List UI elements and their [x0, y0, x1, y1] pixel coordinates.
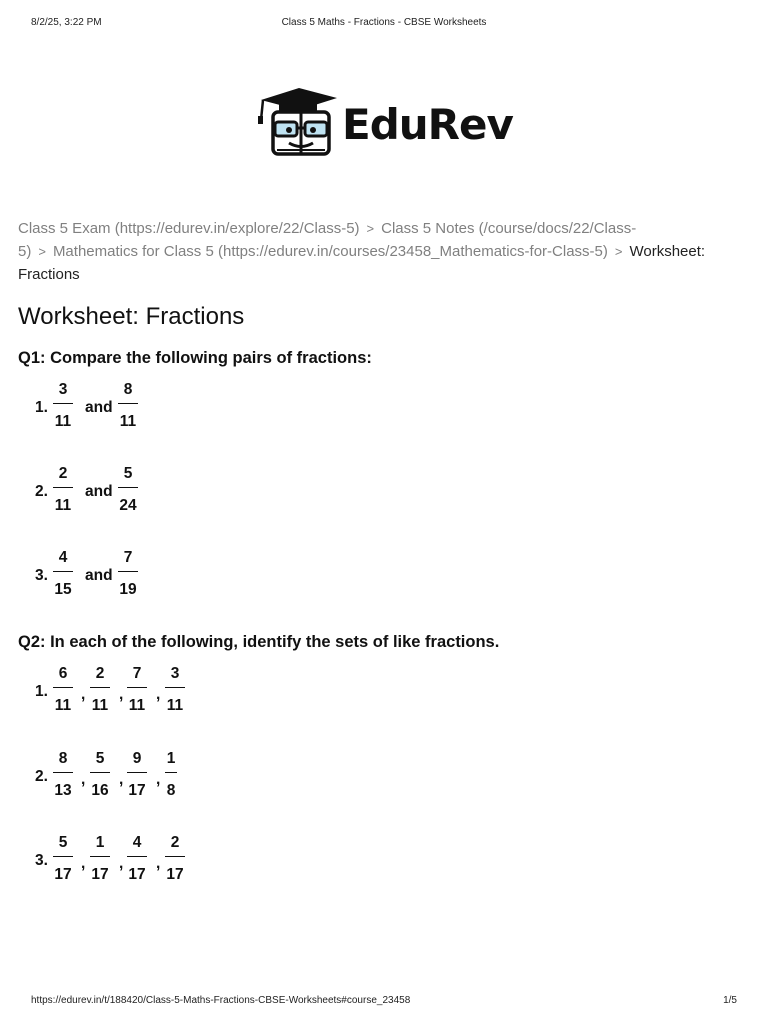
- logo-wordmark: EduRev: [342, 100, 513, 149]
- fraction: [52, 380, 74, 431]
- fraction: [52, 664, 74, 715]
- numerator: 3: [170, 665, 180, 682]
- separator-comma: ,: [156, 686, 161, 703]
- q1-item-3: [35, 548, 335, 604]
- fraction-bar: [53, 687, 73, 688]
- numerator: 3: [58, 381, 68, 398]
- denominator: 11: [91, 697, 109, 714]
- breadcrumb-separator-icon: >: [614, 244, 623, 259]
- connector-word: and: [85, 567, 113, 584]
- separator-comma: ,: [81, 855, 86, 872]
- fraction-bar: [53, 487, 73, 488]
- numerator: 1: [166, 750, 176, 767]
- fraction-bar: [53, 571, 73, 572]
- question-2-title: Q2: In each of the following, identify the sets of like fractions.: [18, 633, 500, 651]
- denominator: 11: [54, 497, 72, 514]
- fraction: [89, 833, 111, 884]
- fraction-bar: [118, 403, 138, 404]
- graduate-mascot-icon: [255, 84, 337, 160]
- fraction-bar: [118, 487, 138, 488]
- fraction-bar: [127, 772, 147, 773]
- print-header: [31, 17, 737, 31]
- fraction-bar: [90, 856, 110, 857]
- fraction-bar: [53, 403, 73, 404]
- fraction-bar: [165, 856, 185, 857]
- denominator: 17: [128, 782, 146, 799]
- fraction: [89, 749, 111, 800]
- fraction-bar: [90, 772, 110, 773]
- fraction-bar: [118, 571, 138, 572]
- print-url: https://edurev.in/t/188420/Class-5-Maths-Fractions-CBSE-Worksheets#course_23458: [31, 995, 411, 1006]
- denominator: 16: [91, 782, 109, 799]
- denominator: 17: [166, 866, 184, 883]
- separator-comma: ,: [156, 855, 161, 872]
- numerator: 6: [58, 665, 68, 682]
- fraction-bar: [53, 856, 73, 857]
- fraction: [126, 749, 148, 800]
- q1-item-1: [35, 380, 335, 436]
- fraction-bar: [53, 772, 73, 773]
- q2-item-3: [35, 833, 335, 889]
- breadcrumb: [18, 217, 738, 286]
- breadcrumb-item-class5-notes-line1: Class 5 Notes (/course/docs/22/Class-: [381, 220, 637, 237]
- fraction: [89, 664, 111, 715]
- numerator: 2: [170, 834, 180, 851]
- breadcrumb-item-mathematics[interactable]: Mathematics for Class 5 (https://edurev.in/courses/23458_Mathematics-for-Class-5): [52, 243, 608, 260]
- breadcrumb-current-line2: Fractions: [18, 266, 80, 283]
- fraction: [126, 664, 148, 715]
- question-1-title: Q1: Compare the following pairs of fractions:: [18, 349, 372, 367]
- numerator: 4: [132, 834, 142, 851]
- numerator: 5: [123, 465, 133, 482]
- numerator: 9: [132, 750, 142, 767]
- denominator: 24: [119, 497, 137, 514]
- item-number: 2.: [35, 483, 48, 500]
- denominator: 15: [54, 581, 72, 598]
- separator-comma: ,: [81, 771, 86, 788]
- denominator: 11: [119, 413, 137, 430]
- fraction: [52, 548, 74, 599]
- page-number: 1/5: [723, 995, 737, 1006]
- fraction: [126, 833, 148, 884]
- fraction-bar: [127, 687, 147, 688]
- q2-item-1: [35, 664, 335, 720]
- breadcrumb-separator-icon: >: [38, 244, 46, 259]
- fraction: [164, 833, 186, 884]
- separator-comma: ,: [156, 771, 161, 788]
- numerator: 2: [95, 665, 105, 682]
- numerator: 2: [58, 465, 68, 482]
- denominator: 13: [54, 782, 72, 799]
- print-footer: [31, 995, 737, 1009]
- item-number: 1.: [35, 399, 48, 416]
- fraction: [52, 749, 74, 800]
- fraction: [117, 548, 139, 599]
- denominator: 17: [91, 866, 109, 883]
- fraction: [52, 833, 74, 884]
- breadcrumb-item-class5-exam[interactable]: Class 5 Exam (https://edurev.in/explore/22/Class-5): [18, 220, 360, 237]
- denominator: 11: [166, 697, 184, 714]
- item-number: 3.: [35, 567, 48, 584]
- q2-item-2: [35, 749, 335, 805]
- fraction-bar: [127, 856, 147, 857]
- separator-comma: ,: [119, 771, 124, 788]
- fraction: [52, 464, 74, 515]
- numerator: 7: [123, 549, 133, 566]
- item-number: 2.: [35, 768, 48, 785]
- numerator: 7: [132, 665, 142, 682]
- q1-item-2: [35, 464, 335, 520]
- connector-word: and: [85, 399, 113, 416]
- fraction-bar: [165, 687, 185, 688]
- separator-comma: ,: [81, 686, 86, 703]
- item-number: 3.: [35, 852, 48, 869]
- numerator: 5: [95, 750, 105, 767]
- breadcrumb-current-line1: Worksheet:: [629, 243, 706, 260]
- item-number: 1.: [35, 683, 48, 700]
- denominator: 17: [54, 866, 72, 883]
- numerator: 8: [123, 381, 133, 398]
- denominator: 11: [128, 697, 146, 714]
- numerator: 8: [58, 750, 68, 767]
- denominator: 11: [54, 413, 72, 430]
- fraction: [164, 664, 186, 715]
- fraction-bar: [90, 687, 110, 688]
- page-title: Worksheet: Fractions: [18, 303, 245, 330]
- fraction-bar: [165, 772, 177, 773]
- denominator: 11: [54, 697, 72, 714]
- fraction: [164, 749, 178, 800]
- denominator: 19: [119, 581, 137, 598]
- fraction: [117, 464, 139, 515]
- denominator: 8: [166, 782, 176, 799]
- numerator: 5: [58, 834, 68, 851]
- separator-comma: ,: [119, 855, 124, 872]
- separator-comma: ,: [119, 686, 124, 703]
- edurev-logo[interactable]: [241, 72, 531, 172]
- print-datetime: 8/2/25, 3:22 PM: [31, 17, 102, 28]
- breadcrumb-item-class5-notes-line2: 5): [18, 243, 32, 260]
- print-page-title: Class 5 Maths - Fractions - CBSE Worksheets: [281, 17, 487, 28]
- numerator: 1: [95, 834, 105, 851]
- connector-word: and: [85, 483, 113, 500]
- numerator: 4: [58, 549, 68, 566]
- denominator: 17: [128, 866, 146, 883]
- fraction: [117, 380, 139, 431]
- breadcrumb-separator-icon: >: [366, 221, 375, 236]
